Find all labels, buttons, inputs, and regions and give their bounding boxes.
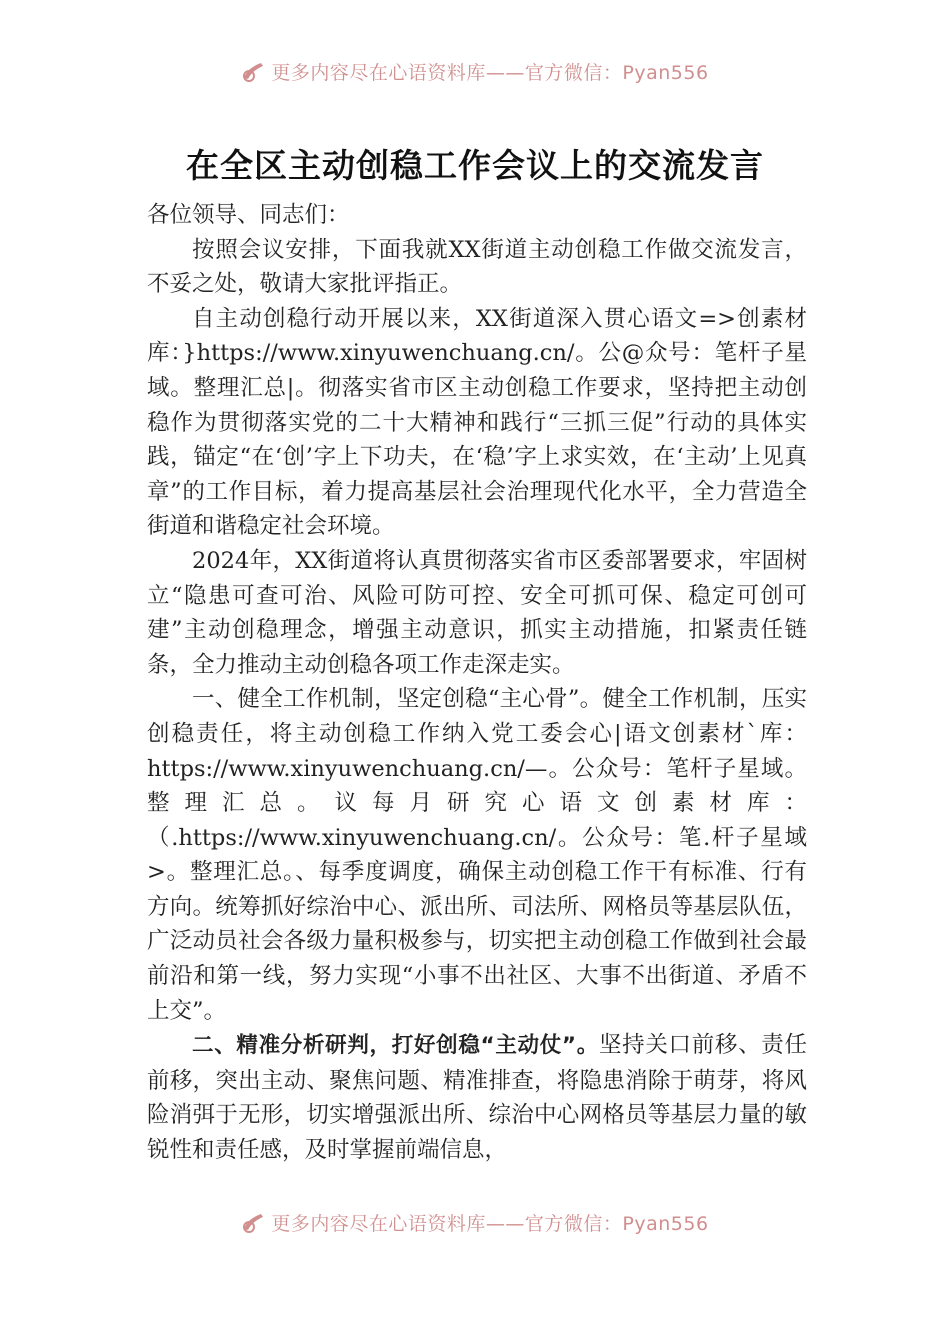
watermark-banner-top: [0, 57, 950, 85]
pen-logo-icon: [241, 1211, 267, 1233]
greeting: 各位领导、同志们：: [147, 202, 350, 228]
document-body: [147, 198, 807, 1168]
paragraph-2: 自主动创稳行动开展以来，XX街道深入贯心语文=>创素材库：}https://www.xinyuwenchuang.cn/。公@众号：笔杆子星域。整理汇总|。彻落实省市区主动创稳工作要求，坚持把主动创稳作为贯彻落实党的二十大精神和践行“三抓三促”行动的具体实践，锚定“在‘创’字上下功夫，在‘稳’字上求实效，在‘主动’上见真章”的工作目标，着力提高基层社会治理现代化水平，全力营造全街道和谐稳定社会环境。: [147, 305, 807, 540]
paragraph-4: 一、健全工作机制，坚定创稳“主心骨”。健全工作机制，压实创稳责任，将主动创稳工作纳入党工委会心|语文创素材`库：https://www.xinyuwenchuang.cn/—。公众号：笔杆子星域。整理汇总。议每月研究心语文创素材库：（.https://www.xinyuwenchuang.cn/。公众号：笔.杆子星域>。整理汇总。、每季度调度，确保主动创稳工作干有标准、行有方向。统筹抓好综治中心、派出所、司法所、网格员等基层队伍，广泛动员社会各级力量积极参与，切实把主动创稳工作做到社会最前沿和第一线，努力实现“小事不出社区、大事不出街道、矛盾不上交”。: [147, 686, 807, 1024]
paragraph-5: [147, 1028, 807, 1167]
pen-logo-icon: [241, 60, 267, 82]
section-2-heading: 二、精准分析研判，打好创稳“主动仗”。: [192, 1033, 599, 1059]
paragraph-1: 按照会议安排，下面我就XX街道主动创稳工作做交流发言，不妥之处，敬请大家批评指正。: [147, 236, 807, 298]
watermark-banner-bottom: [0, 1208, 950, 1236]
paragraph-3: 2024年，XX街道将认真贯彻落实省市区委部署要求，牢固树立“隐患可查可治、风险可防可控、安全可抓可保、稳定可创可建”主动创稳理念，增强主动意识，抓实主动措施，扣紧责任链条，全力推动主动创稳各项工作走深走实。: [147, 547, 807, 678]
watermark-text-bottom: 更多内容尽在心语资料库——官方微信：Pyan556: [271, 1212, 709, 1235]
watermark-text-top: 更多内容尽在心语资料库——官方微信：Pyan556: [271, 61, 709, 84]
section-2-text: 坚持关口前移、责任前移，突出主动、聚焦问题、精准排查，将隐患消除于萌芽，将风险消弭于无形，切实增强派出所、综治中心网格员等基层力量的敏锐性和责任感，及时掌握前端信息，: [147, 1032, 807, 1164]
document-title: 在全区主动创稳工作会议上的交流发言: [186, 146, 764, 185]
